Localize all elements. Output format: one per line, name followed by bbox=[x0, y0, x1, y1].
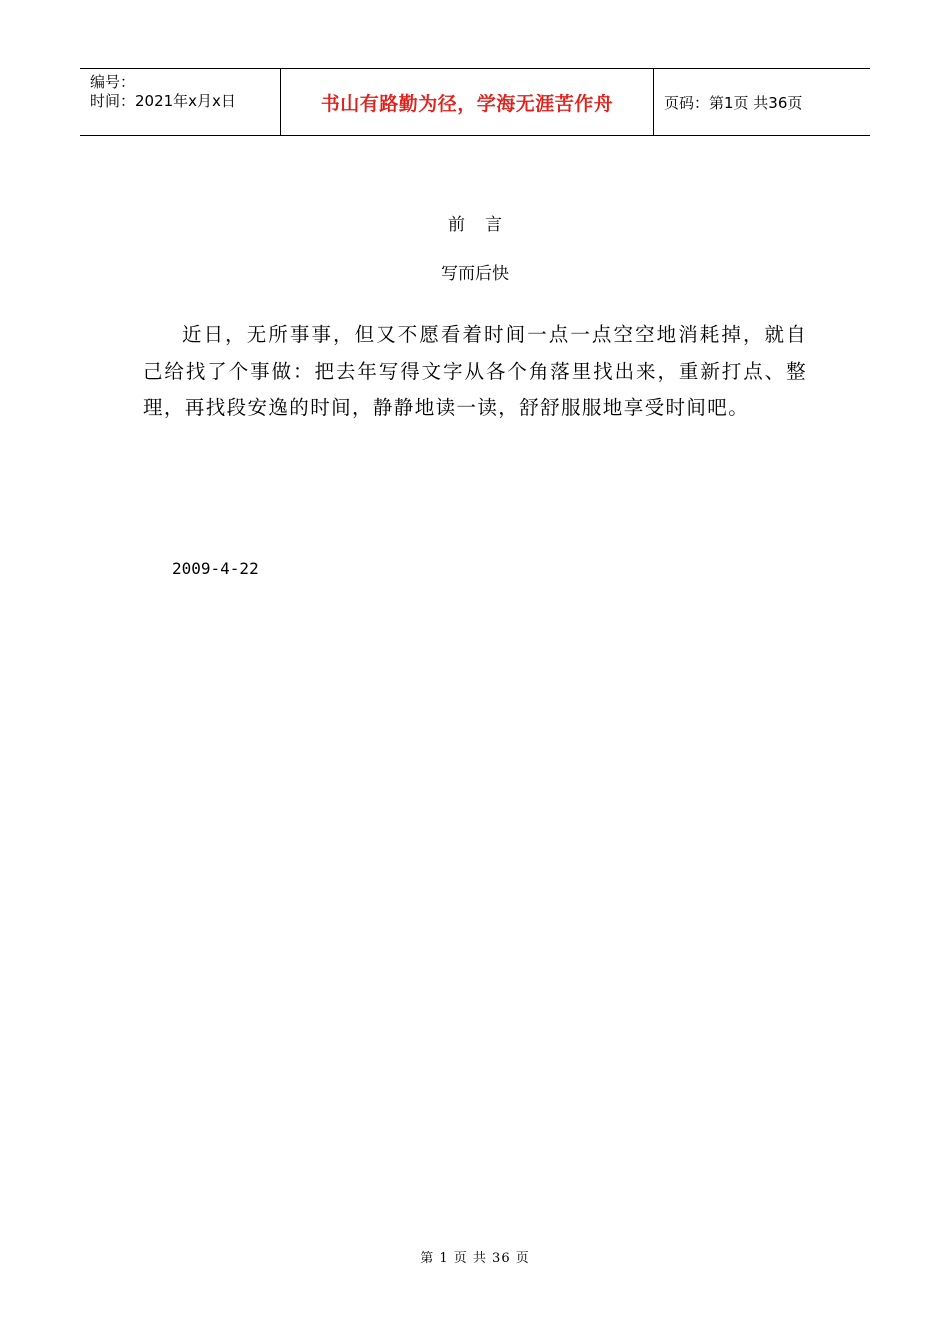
header-meta-cell bbox=[80, 69, 281, 135]
document-header bbox=[80, 68, 870, 136]
page-footer: 第 1 页 共 36 页 bbox=[420, 1251, 530, 1266]
page-title: 前言 bbox=[448, 215, 522, 235]
body-paragraph: 近日，无所事事，但又不愿看着时间一点一点空空地消耗掉，就自己给找了个事做：把去年写得文字从各个角落里找出来，重新打点、整理，再找段安逸的时间，静静地读一读，舒舒服服地享受时间吧。 bbox=[143, 323, 807, 419]
header-page-info: 页码：第1页 共36页 bbox=[664, 93, 803, 112]
date-label: 时间：2021年x月x日 bbox=[90, 92, 236, 110]
header-motto: 书山有路勤为径，学海无涯苦作舟 bbox=[281, 69, 654, 135]
page-subtitle: 写而后快 bbox=[441, 264, 509, 284]
document-date: 2009-4-22 bbox=[172, 559, 259, 578]
serial-number-label: 编号： bbox=[90, 73, 136, 91]
